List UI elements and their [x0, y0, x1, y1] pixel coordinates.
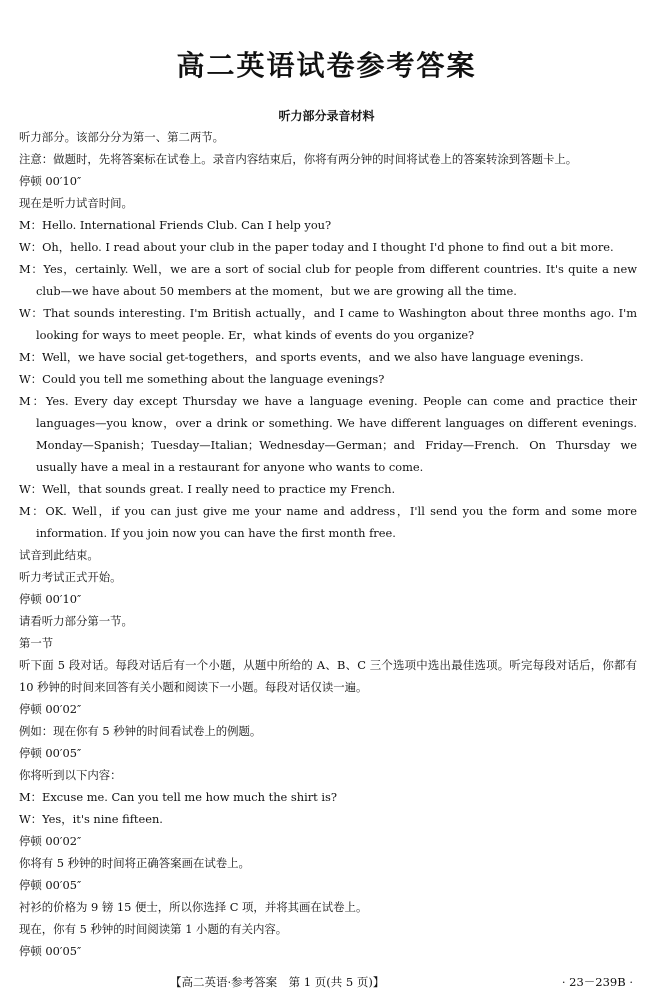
paragraph: 现在是听力试音时间。 [19, 196, 133, 210]
paragraph: 停顿 00′05″ [19, 878, 82, 892]
paragraph: W：Yes，it's nine fifteen. [19, 812, 163, 826]
paragraph: 试音到此结束。 [19, 548, 99, 562]
paragraph: W：Well，that sounds great. I really need to practice my French. [19, 482, 396, 496]
paragraph: 请看听力部分第一节。 [19, 614, 133, 628]
paragraph: 停顿 00′02″ [19, 702, 82, 716]
footer-code: · 23－239B · [561, 975, 633, 989]
paragraph: M：Well，we have social get-togethers，and sports events，and we also have language evenings. [19, 350, 584, 364]
paragraph: 听下面 5 段对话。每段对话后有一个小题，从题中所给的 A、B、C 三个选项中选出最佳选项。听完每段对话后，你都有 10 秒钟的时间来回答有关小题和阅读下一小题。每段对话仅读一遍。 [19, 658, 637, 694]
paragraph: 你将有 5 秒钟的时间将正确答案画在试卷上。 [19, 856, 250, 870]
paragraph: 听力考试正式开始。 [19, 570, 122, 584]
paragraph: 听力部分。该部分分为第一、第二两节。 [19, 130, 225, 144]
paragraph: 例如：现在你有 5 秒钟的时间看试卷上的例题。 [19, 724, 262, 738]
paragraph: 停顿 00′02″ [19, 834, 82, 848]
paragraph: M：Yes. Every day except Thursday we have a language evening. People can come and practice their languages—you know，over a drink or something. We have different languages on different evenings. Monday—Spanish；Tuesday—Italian；Wednesday—German；and Friday—French. On Thursday we usually have a meal in a restaurant for anyone who wants to come. [19, 394, 637, 474]
paragraph: W：Could you tell me something about the language evenings? [19, 372, 385, 386]
transcript-body [19, 126, 637, 962]
paragraph: 注意：做题时，先将答案标在试卷上。录音内容结束后，你将有两分钟的时间将试卷上的答案转涂到答题卡上。 [19, 152, 578, 166]
section-subtitle: 听力部分录音材料 [278, 109, 375, 123]
paragraph: M：Excuse me. Can you tell me how much the shirt is? [19, 790, 337, 804]
paragraph: 你将听到以下内容： [19, 768, 122, 782]
paragraph: 停顿 00′05″ [19, 944, 82, 958]
paragraph: W：Oh，hello. I read about your club in the paper today and I thought I'd phone to find out a bit more. [19, 240, 614, 254]
footer-page-info: 【高二英语·参考答案 第 1 页(共 5 页)】 [170, 975, 385, 989]
paragraph: M：Hello. International Friends Club. Can I help you? [19, 218, 332, 232]
paragraph: M：Yes，certainly. Well，we are a sort of social club for people from different countries. It's quite a new club—we have about 50 members at the moment，but we are growing all the time. [19, 262, 637, 298]
document-title: 高二英语试卷参考答案 [176, 49, 477, 82]
paragraph: M：OK. Well，if you can just give me your name and address，I'll send you the form and some more information. If you join now you can have the first month free. [19, 504, 637, 540]
paragraph: W：That sounds interesting. I'm British actually，and I came to Washington about three months ago. I'm looking for ways to meet people. Er，what kinds of events do you organize? [19, 306, 637, 342]
paragraph: 停顿 00′10″ [19, 592, 82, 606]
page-footer [0, 974, 653, 994]
paragraph: 停顿 00′10″ [19, 174, 82, 188]
paragraph: 现在，你有 5 秒钟的时间阅读第 1 小题的有关内容。 [19, 922, 288, 936]
paragraph: 停顿 00′05″ [19, 746, 82, 760]
paragraph: 衬衫的价格为 9 镑 15 便士，所以你选择 C 项，并将其画在试卷上。 [19, 900, 368, 914]
paragraph: 第一节 [19, 636, 54, 650]
